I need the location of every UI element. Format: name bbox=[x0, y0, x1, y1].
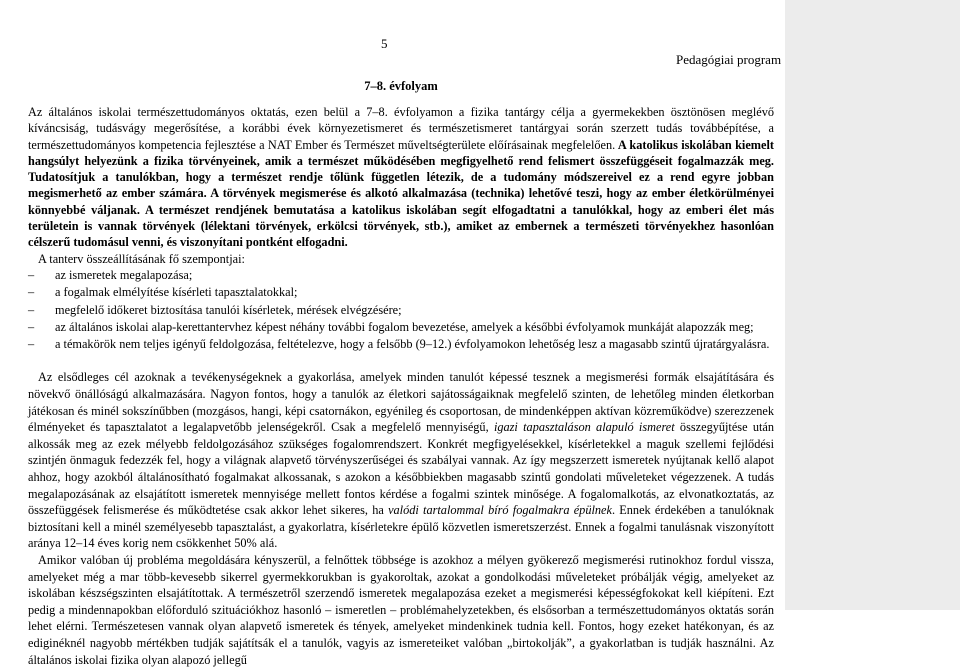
goals-text-1: Az elsődleges cél azoknak a tevékenységeknek a gyakorlása, amelyek minden tanulót képessé tesznek a megismerési formák elsajátítására és növekvő önállóságú alkalmazására. Nagyon fontos, hogy a tanulók az életkori sajátosságaiknak megfelelő szinten, de lehetőleg minden életkorban játékosan és minél sokszínűbben (mozgásos, hangi, képi csatornákon, egyénileg és csoportosan, de mindenképpen aktívan közreműködve) szerezzenek élményeket és tapasztalatot a legalapvetőbb jelenségekről. Csak a megfelelő mennyiségű, bbox=[28, 370, 774, 435]
list-item-text: a fogalmak elmélyítése kísérleti tapasztalatokkal; bbox=[55, 285, 298, 300]
dash-bullet-icon: – bbox=[28, 285, 35, 300]
goals-paragraph bbox=[28, 369, 774, 552]
intro-bold-text: A katolikus iskolában kiemelt hangsúlyt helyezünk a fizika törvényeinek, amik a természet működésében megfigyelhető rend felismert összefüggéseit fogalmazzák meg. Tudatosítjuk a tanulókban, hogy a természet rendje tőlünk független létezik, de a tudomány módszereivel ez a rend egyre jobban megismerhető az ember számára. A törvények megismerése és alkotó alkalmazása (technika) lehetővé teszi, hogy az ember életkörülményei könnyebbé váljanak. A természet rendjének bemutatása a katolikus iskolában segít elfogadtatni a tanulókkal, hogy az emberi élet más területein is vannak törvények (lélektani törvények, erkölcsi törvények, stb.), amiket az embernek a természeti törvényekhez hasonlóan célszerű tudomásul venni, és viszonyítani pontként elfogadni. bbox=[28, 137, 774, 250]
list-item-text: az ismeretek megalapozása; bbox=[55, 267, 193, 282]
goals-italic-1: igazi tapasztaláson alapuló ismeret bbox=[493, 420, 675, 435]
list-item bbox=[28, 336, 774, 353]
section-title: 7–8. évfolyam bbox=[364, 79, 438, 93]
list-item-text: megfelelő időkeret biztosítása tanulói kísérletek, mérések elvégzésére; bbox=[55, 302, 402, 317]
dash-bullet-icon: – bbox=[28, 267, 35, 282]
dash-bullet-icon: – bbox=[28, 319, 35, 334]
document-header-label: Pedagógiai program bbox=[676, 52, 782, 67]
goals-italic-2: valódi tartalommal bíró fogalmakra épülnek bbox=[388, 503, 612, 518]
rationale-text: Amikor valóban új probléma megoldására kényszerül, a felnőttek többsége is azokhoz a mélyen gyökerező megismerési rutinokhoz fordul vissza, amelyeket még a mar több-kevesebb sikerrel gyermekkorukban is gyakoroltak, azokat a gondolkodási műveleteket próbálják végig, amelyeket az iskolában készségszinten elsajátítottak. A természetről szerzendő ismeretek megalapozása ezeket a megismerési képességfokokat kell kiépíteni. Ezt pedig a mindennapokban előforduló szituációkhoz hasonló – ismeretlen – problémahelyzetekben, és elsősorban a természettudományos oktatás során lehet elérni. Természetesen vannak olyan alapvető ismeretek és tények, amelyeket mindenkinek tudnia kell. Fontos, hogy ezeket hatékonyan, és az ediginéknél nagyobb mértékben tudják sajátítsák el a tanulók, vagyis az ismereteiket valóban „birtokolják”, a gyakorlatban is tudják használni. Az általános iskolai fizika olyan alapozó jellegű bbox=[28, 552, 774, 667]
criteria-list bbox=[28, 267, 774, 353]
list-intro-text: A tanterv összeállításának fő szempontjai: bbox=[38, 251, 245, 266]
goals-text-3: . Ennek érdekében a tanulóknak biztosítani kell a minél személyesebb tapasztalást, a gyakorlatra, kísérletekre épülő közvetlen ismeretszerzést. Ennek a fogalmi tanulásnak viszonyított aránya 12–14 éves korig nem csökkenhet 50% alá. bbox=[28, 503, 774, 551]
page-number: 5 bbox=[381, 36, 388, 51]
intro-paragraph bbox=[28, 104, 774, 251]
comment-pane bbox=[785, 0, 960, 610]
list-item bbox=[28, 302, 774, 319]
list-item bbox=[28, 284, 774, 301]
list-item bbox=[28, 319, 774, 336]
list-item bbox=[28, 267, 774, 284]
dash-bullet-icon: – bbox=[28, 302, 35, 317]
list-intro bbox=[38, 251, 774, 267]
list-item-text: az általános iskolai alap-kerettantervhez képest néhány további fogalom bevezetése, amelyek a későbbi évfolyamok munkáját alapozzák meg; bbox=[55, 319, 754, 334]
goals-text-2: összegyűjtése után alkossák meg az ezek mélyebb feldolgozásához szükséges fogalomrendszert. Konkrét megfigyelésekkel, kísérletekkel a maguk szellemi fejlődési szintjén önmaguk fedezzék fel, hogy a világnak alapvető törvényszerűségei és szabályai vannak. Az így megszerzett ismeretek nyújtanak kellő alapot ahhoz, hogy azokból általánosítható fogalmakat alkossanak, s azokon a későbbiekben magasabb szintű gondolati műveleteket végezzenek. A tudás megalapozásának az elsajátított ismeretek mennyisége mellett fontos kérdése a fogalmi szintek minősége. A fogalomalkotás, az elvonatkoztatás, az összefüggések felismerése és működtetése csak akkor lehet sikeres, ha bbox=[28, 420, 774, 518]
intro-lead-text: Az általános iskolai természettudományos oktatás, ezen belül a 7–8. évfolyamon a fizika tantárgy célja a gyermekekben ösztönösen meglévő kíváncsiság, tudásvágy megerősítése, a korábbi évek környezetismeret és természetismeret tantárgyai során szerzett tudás továbbépítése, a természettudományos kompetencia fejlesztése a NAT Ember és Természet műveltségterülete előírásainak megfelelően. bbox=[28, 105, 774, 152]
list-item-text: a témakörök nem teljes igényű feldolgozása, feltételezve, hogy a felsőbb (9–12.) évfolyamokon lehetőség lesz a magasabb szintű újratárgyalásra. bbox=[55, 337, 770, 352]
document-body bbox=[28, 74, 774, 668]
dash-bullet-icon: – bbox=[28, 337, 35, 352]
